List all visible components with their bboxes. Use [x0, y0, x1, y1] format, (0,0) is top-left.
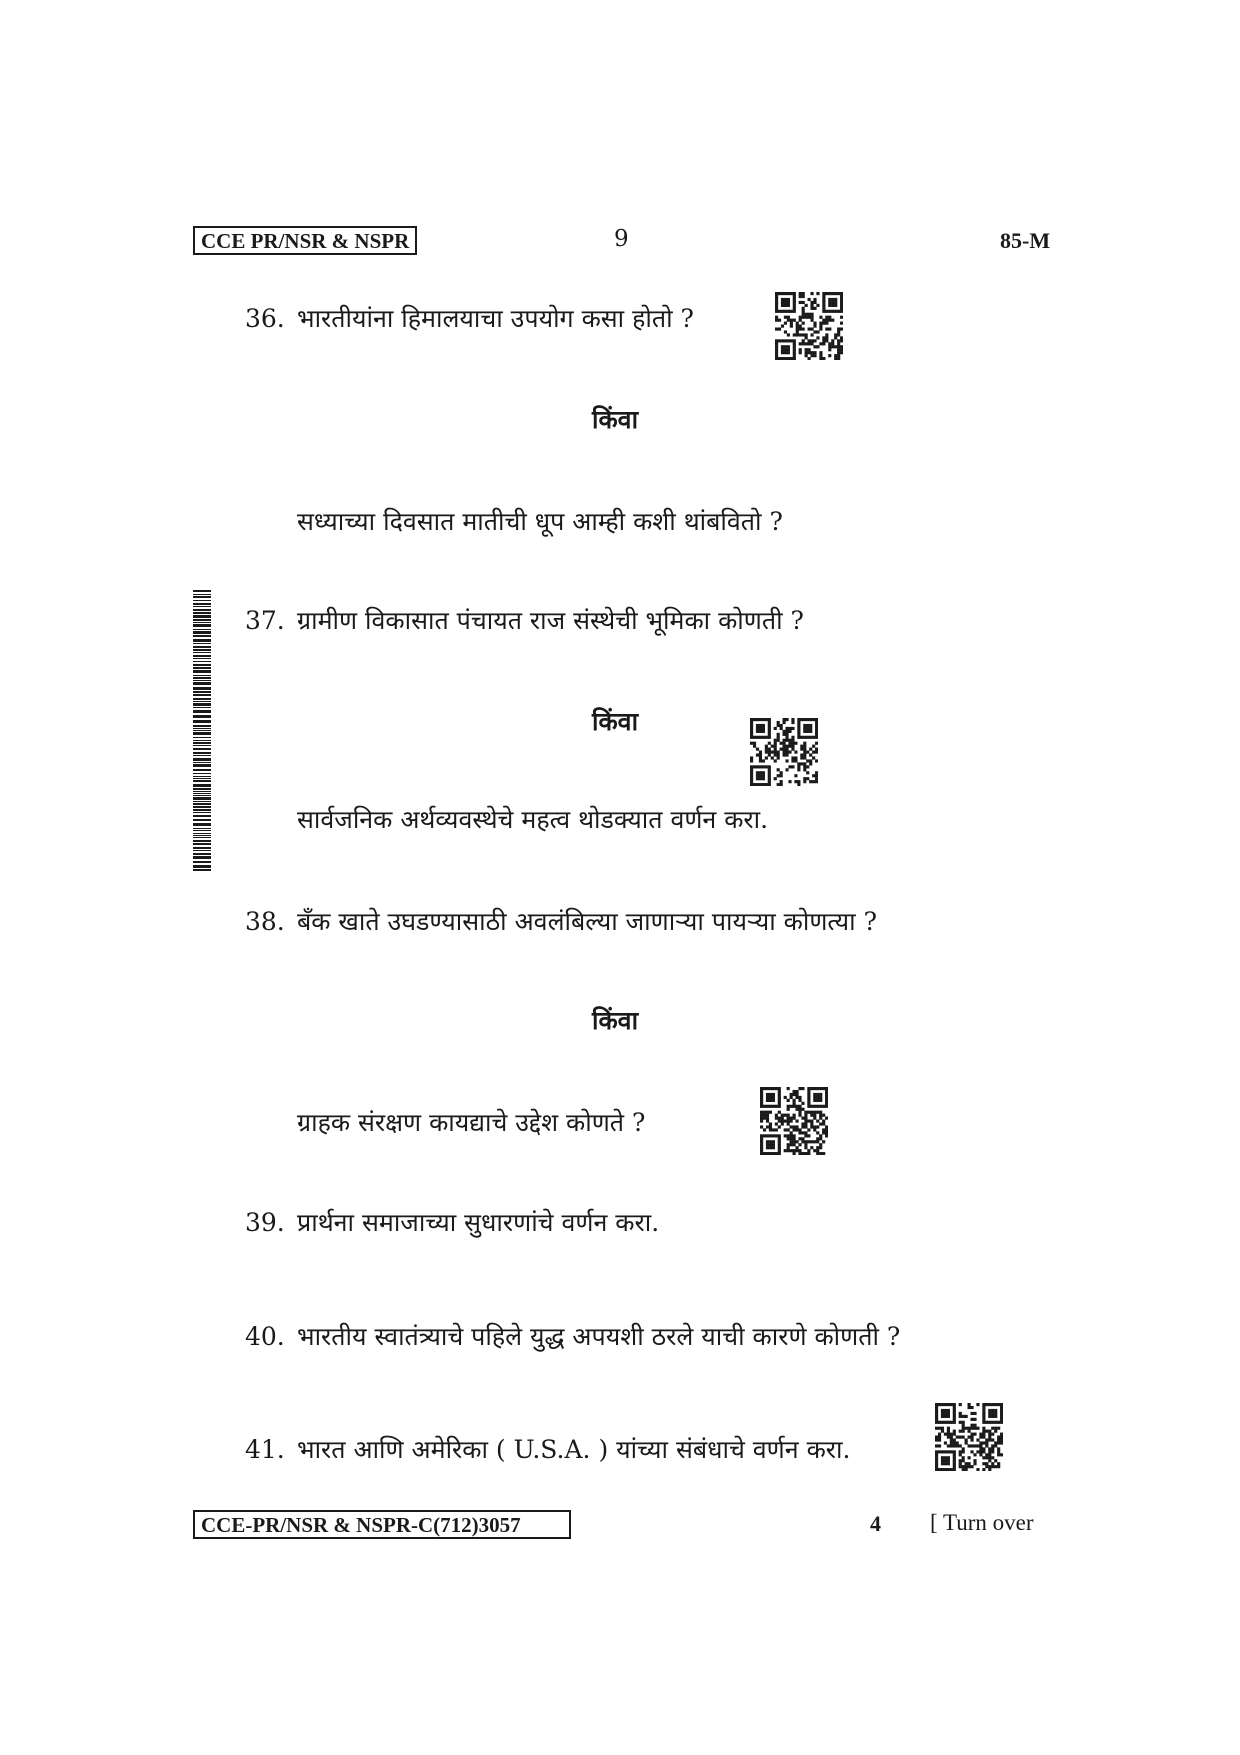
question-text: भारतीय स्वातंत्र्याचे पहिले युद्ध अपयशी ठरले याची कारणे कोणती ?: [297, 1322, 901, 1351]
qr-code-icon[interactable]: [750, 718, 818, 786]
qr-code-icon[interactable]: [760, 1087, 828, 1155]
sheet-number: 4: [870, 1511, 881, 1536]
paper-code: 85-M: [1000, 228, 1051, 253]
turn-over-label: [ Turn over: [930, 1510, 1034, 1535]
question-36-alt: सध्याच्या दिवसात मातीची धूप आम्ही कशी थांबवितो ?: [297, 507, 783, 536]
header-code: CCE PR/NSR & NSPR: [193, 226, 417, 255]
question-number: 40.: [245, 1322, 285, 1351]
question-41: [245, 1435, 850, 1465]
question-number: 41.: [245, 1435, 285, 1464]
barcode-icon: [193, 590, 211, 872]
question-text: भारतीयांना हिमालयाचा उपयोग कसा होतो ?: [297, 304, 694, 333]
alternative-label: किंवा: [592, 405, 639, 434]
question-37: [245, 606, 804, 636]
qr-code-icon[interactable]: [935, 1403, 1003, 1471]
question-number: 36.: [245, 304, 285, 333]
question-text: ग्रामीण विकासात पंचायत राज संस्थेची भूमिका कोणती ?: [297, 606, 804, 635]
question-40: [245, 1322, 900, 1352]
question-text: बँक खाते उघडण्यासाठी अवलंबिल्या जाणाऱ्या पायऱ्या कोणत्या ?: [297, 907, 877, 936]
question-36: [245, 304, 694, 334]
question-38-alt: ग्राहक संरक्षण कायद्याचे उद्देश कोणते ?: [297, 1108, 646, 1137]
footer-code: CCE-PR/NSR & NSPR-C(712)3057: [193, 1510, 571, 1539]
alternative-label: किंवा: [592, 1006, 639, 1035]
question-text: भारत आणि अमेरिका ( U.S.A. ) यांच्या संबंधाचे वर्णन करा.: [297, 1435, 851, 1464]
page-number: 9: [614, 226, 629, 252]
alternative-label: किंवा: [592, 707, 639, 736]
question-37-alt: सार्वजनिक अर्थव्यवस्थेचे महत्व थोडक्यात वर्णन करा.: [297, 805, 769, 834]
question-text: प्रार्थना समाजाच्या सुधारणांचे वर्णन करा.: [297, 1208, 660, 1237]
question-number: 39.: [245, 1208, 285, 1237]
qr-code-icon[interactable]: [775, 292, 843, 360]
question-38: [245, 907, 877, 937]
question-39: [245, 1208, 659, 1238]
question-number: 38.: [245, 907, 285, 936]
question-number: 37.: [245, 606, 285, 635]
